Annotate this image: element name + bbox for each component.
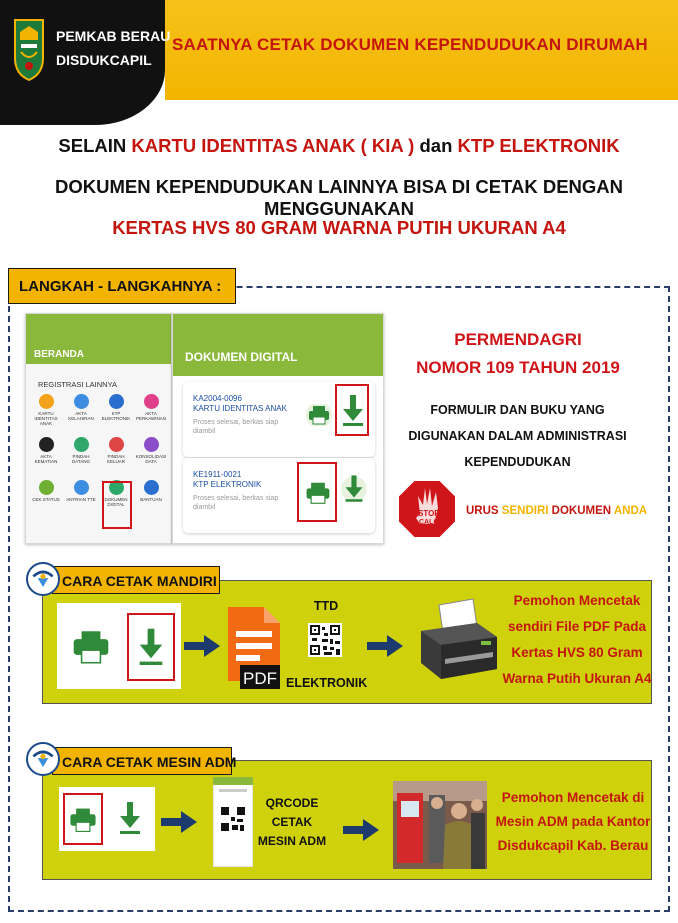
mandiri-label: CARA CETAK MANDIRI [52, 566, 220, 594]
regulation-desc: DIGUNAKAN DALAM ADMINISTRASI [408, 429, 627, 443]
doc-card[interactable] [183, 458, 375, 533]
app-buttons-box [59, 787, 155, 851]
intro-kia: KARTU IDENTITAS ANAK ( KIA ) [131, 135, 415, 156]
app-menu-item[interactable] [30, 394, 62, 426]
download-icon[interactable] [341, 472, 367, 506]
berau-crest-icon [12, 18, 46, 82]
mandiri-desc-line: Kertas HVS 80 Gram [511, 645, 643, 660]
doc-code: KE1911-0021 [193, 470, 242, 479]
menu-item-label: BANTUAN [140, 497, 162, 502]
org-department: DISDUKCAPIL [56, 52, 152, 68]
doc-status: Proses selesai, berkas siap diambil [193, 495, 279, 511]
menu-item-icon [144, 394, 159, 409]
download-highlight [335, 384, 369, 436]
app-menu-item[interactable] [65, 480, 97, 502]
slogan-word: DOKUMEN [551, 505, 612, 517]
arrow-right-icon [367, 635, 403, 657]
qrcode-caption-line: CETAK [271, 815, 313, 829]
app-docs-screenshot [172, 313, 384, 544]
menu-item-label: KARTU IDENTITAS ANAK [34, 411, 58, 426]
slogan-word: ANDA [613, 505, 648, 517]
menu-item-icon [144, 480, 159, 495]
download-icon [115, 799, 145, 839]
app-docs-title: DOKUMEN DIGITAL [185, 350, 298, 364]
doc-status: Proses selesai, berkas siap diambil [193, 419, 279, 435]
elektronik-label: ELEKTRONIK [286, 676, 368, 690]
intro-line-1 [0, 135, 678, 157]
download-icon[interactable] [338, 391, 368, 431]
app-menu-item[interactable] [30, 437, 62, 464]
slogan-word: SENDIRI [501, 505, 549, 517]
menu-item-label: CEK STATUS [32, 497, 60, 502]
ttd-label: TTD [313, 599, 339, 613]
menu-item-label: PINDAH KELUAR [106, 454, 125, 464]
intro-ktp: KTP ELEKTRONIK [457, 135, 620, 156]
pdf-file-icon [226, 605, 282, 691]
arrow-right-icon [161, 811, 197, 833]
printer-highlight [297, 462, 337, 522]
dokumen-digital-highlight [102, 481, 132, 529]
app-home-screenshot [25, 313, 172, 544]
calo-text: CALO [419, 519, 439, 526]
menu-item-icon [39, 394, 54, 409]
app-menu-item[interactable] [65, 394, 97, 421]
app-menu-item[interactable] [100, 394, 132, 421]
adm-desc-line: Disdukcapil Kab. Berau [497, 838, 649, 853]
printer-device-icon [415, 597, 501, 687]
header [0, 0, 678, 100]
printer-highlight [63, 793, 103, 845]
app-menu-item[interactable] [135, 437, 167, 464]
printer-icon[interactable] [305, 404, 333, 426]
phone-qr-icon [213, 777, 253, 867]
adm-machine-photo-icon [393, 781, 487, 869]
menu-item-icon [39, 480, 54, 495]
adm-desc-line: Pemohon Mencetak di [501, 790, 645, 805]
doc-name: KTP ELEKTRONIK [193, 480, 262, 489]
app-menu-item[interactable] [135, 480, 167, 502]
menu-item-label: KTP ELEKTRONIK [101, 411, 131, 421]
mandiri-desc-line: Warna Putih Ukuran A4 [502, 671, 652, 686]
mandiri-desc-line: sendiri File PDF Pada [507, 619, 647, 634]
app-home-bar [26, 314, 171, 364]
slogan-word: URUS [466, 505, 499, 517]
menu-item-icon [74, 394, 89, 409]
menu-item-icon [109, 394, 124, 409]
app-menu-item[interactable] [30, 480, 62, 502]
menu-item-icon [74, 437, 89, 452]
menu-item-label: PINDAH DATANG [71, 454, 91, 464]
page-title: SAATNYA CETAK DOKUMEN KEPENDUDUKAN DIRUMAH [172, 35, 648, 54]
menu-item-label: ANTRIAN TTE [66, 497, 96, 502]
adm-desc [488, 787, 658, 857]
menu-item-icon [74, 480, 89, 495]
menu-item-icon [109, 437, 124, 452]
download-highlight [127, 613, 175, 681]
regulation-desc: KEPENDUDUKAN [464, 455, 571, 469]
intro-line-3: KERTAS HVS 80 GRAM WARNA PUTIH UKURAN A4 [112, 217, 566, 238]
adm-label: CARA CETAK MESIN ADM [52, 747, 232, 775]
menu-item-label: KONSOLIDASI DATA [135, 454, 167, 464]
mandiri-desc [492, 590, 662, 690]
slogan [466, 505, 647, 517]
app-menu-item[interactable] [135, 394, 167, 421]
steps-label: LANGKAH - LANGKAHNYA : [8, 268, 236, 304]
regulation-number: NOMOR 109 TAHUN 2019 [416, 358, 620, 377]
printer-icon [69, 629, 113, 665]
app-menu-item[interactable] [65, 437, 97, 464]
intro-and: dan [419, 135, 453, 156]
disdukcapil-logo-icon [26, 742, 60, 776]
mandiri-desc-line: Pemohon Mencetak [513, 593, 641, 608]
menu-item-label: AKTA PERKAWINAN [135, 411, 167, 421]
disdukcapil-logo-icon [26, 562, 60, 596]
menu-item-label: DOKUMEN DIGITAL [104, 497, 128, 507]
menu-item-label: AKTA KEMATIAN [34, 454, 58, 464]
arrow-right-icon [184, 635, 220, 657]
doc-name: KARTU IDENTITAS ANAK [193, 404, 287, 413]
app-buttons-box [57, 603, 181, 689]
app-home-section: REGISTRASI LAINNYA [38, 380, 118, 389]
qrcode-caption-line: QRCODE [265, 796, 319, 810]
intro-text: SELAIN [58, 135, 127, 156]
qr-code-icon [308, 623, 342, 657]
org-name: PEMKAB BERAU [56, 28, 171, 44]
qrcode-caption-line: MESIN ADM [257, 834, 327, 848]
stop-calo-sign-icon [396, 478, 458, 540]
qrcode-caption [252, 794, 332, 851]
arrow-right-icon [343, 819, 379, 841]
printer-icon [67, 805, 99, 835]
stop-text: STOP [418, 509, 440, 518]
adm-desc-line: Mesin ADM pada Kantor [495, 814, 651, 829]
doc-card[interactable] [183, 382, 375, 457]
menu-item-label: AKTA KELAHIRAN [68, 411, 94, 421]
app-home-title: BERANDA [34, 349, 84, 360]
doc-code: KA2004-0096 [193, 394, 242, 403]
regulation-desc: FORMULIR DAN BUKU YANG [430, 403, 605, 417]
download-icon [134, 625, 168, 671]
intro-line-2: DOKUMEN KEPENDUDUKAN LAINNYA BISA DI CETAK DENGAN MENGGUNAKAN [54, 176, 624, 219]
menu-item-icon [144, 437, 159, 452]
menu-item-icon [39, 437, 54, 452]
regulation-title: PERMENDAGRI [454, 330, 582, 349]
pdf-label: PDF [243, 669, 277, 688]
app-menu-item[interactable] [100, 437, 132, 464]
app-docs-bar [173, 314, 383, 376]
org-badge [0, 0, 171, 125]
printer-icon[interactable] [302, 478, 334, 508]
